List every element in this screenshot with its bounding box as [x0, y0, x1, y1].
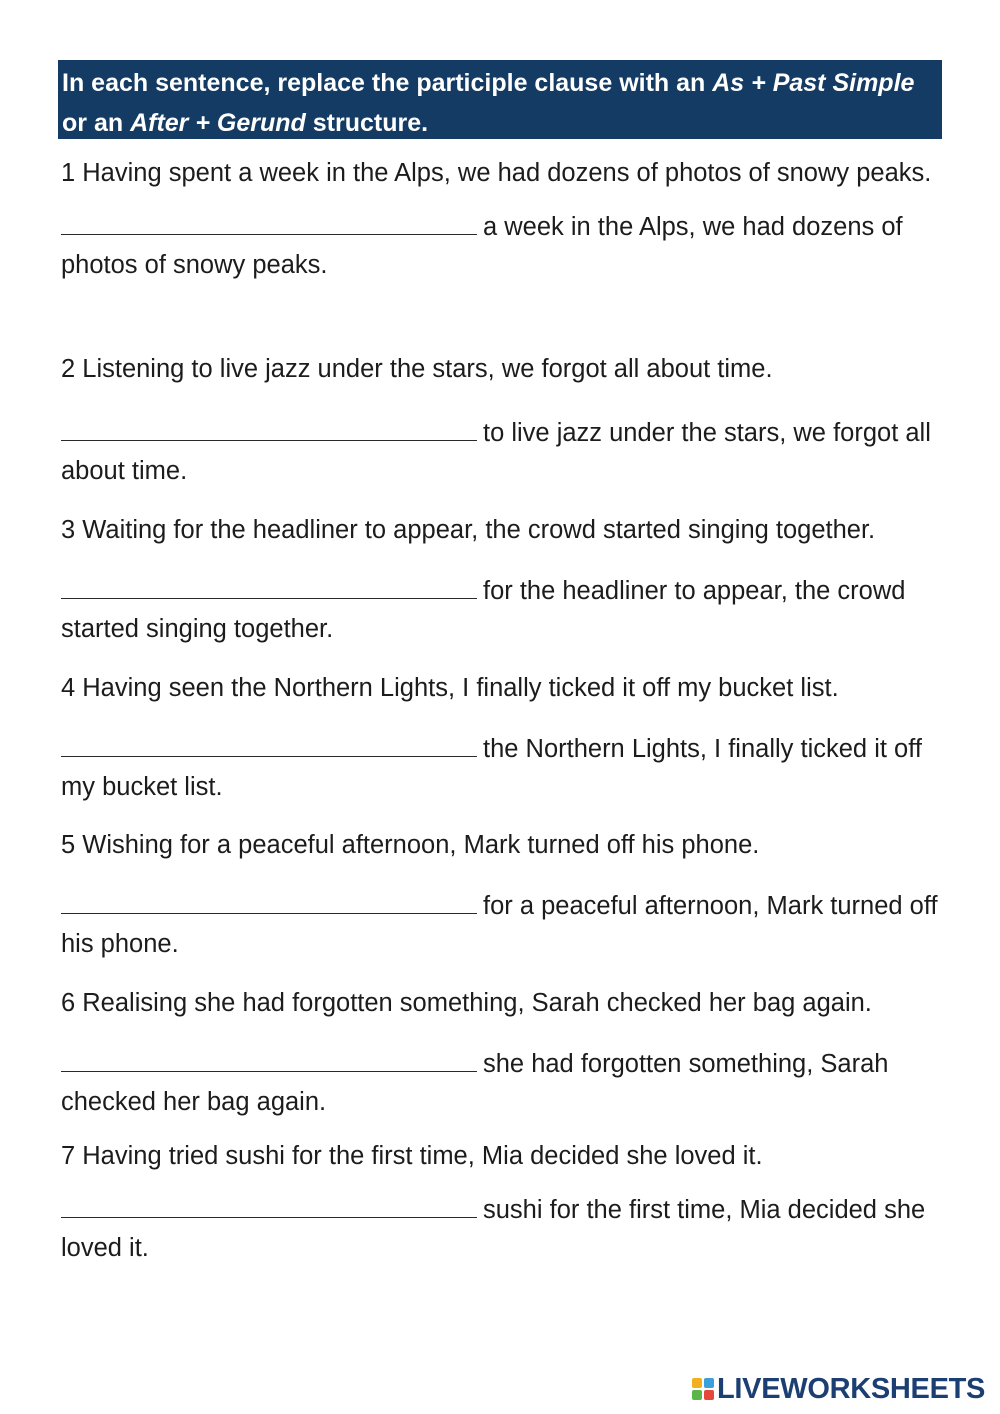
liveworksheets-logo: [692, 1373, 985, 1405]
answer-line-7: [61, 1191, 946, 1267]
question-3: 3 Waiting for the headliner to appear, the crowd started singing together.: [61, 516, 876, 544]
exercise-7: [61, 1137, 946, 1267]
answer-line-2: [61, 414, 946, 490]
answer-text-3: for the headliner to appear, the crowd started singing together.: [61, 577, 906, 643]
instructions-text: In each sentence, replace the participle clause with an: [62, 69, 713, 97]
exercise-1: [61, 154, 946, 284]
logo-wordmark: LIVEWORKSHEETS: [717, 1373, 986, 1405]
exercise-6: [61, 984, 946, 1121]
answer-line-4: [61, 730, 946, 806]
exercise-2: [61, 350, 946, 490]
question-7: 7 Having tried sushi for the first time, Mia decided she loved it.: [61, 1142, 763, 1170]
answer-line-1: [61, 208, 946, 284]
answer-blank-5[interactable]: [61, 889, 477, 914]
answer-text-5: for a peaceful afternoon, Mark turned off his phone.: [61, 892, 938, 958]
instructions-text-2: or an: [62, 109, 131, 137]
logo-square-3: [692, 1390, 702, 1400]
answer-blank-3[interactable]: [61, 574, 477, 599]
instructions-banner: [58, 60, 942, 139]
instructions-text-3: structure.: [305, 109, 429, 137]
answer-text-4: the Northern Lights, I finally ticked it off my bucket list.: [61, 735, 922, 801]
exercise-5: [61, 826, 946, 963]
question-5: 5 Wishing for a peaceful afternoon, Mark turned off his phone.: [61, 831, 760, 859]
question-1: 1 Having spent a week in the Alps, we had dozens of photos of snowy peaks.: [61, 159, 932, 187]
answer-blank-6[interactable]: [61, 1047, 477, 1072]
answer-blank-4[interactable]: [61, 732, 477, 757]
liveworksheets-mark-icon: [692, 1378, 714, 1400]
logo-square-2: [704, 1378, 714, 1388]
exercise-4: [61, 669, 946, 806]
logo-square-1: [692, 1378, 702, 1388]
answer-line-3: [61, 572, 946, 648]
answer-line-6: [61, 1045, 946, 1121]
question-6: 6 Realising she had forgotten something, Sarah checked her bag again.: [61, 989, 872, 1017]
answer-blank-1[interactable]: [61, 210, 477, 235]
as-past-simple-term: As + Past Simple: [712, 69, 915, 97]
question-4: 4 Having seen the Northern Lights, I finally ticked it off my bucket list.: [61, 674, 839, 702]
after-gerund-term: After + Gerund: [130, 109, 306, 137]
answer-blank-2[interactable]: [61, 416, 477, 441]
answer-blank-7[interactable]: [61, 1193, 477, 1218]
question-2: 2 Listening to live jazz under the stars, we forgot all about time.: [61, 355, 773, 383]
answer-text-1: a week in the Alps, we had dozens of photos of snowy peaks.: [61, 213, 903, 279]
answer-text-6: she had forgotten something, Sarah checked her bag again.: [61, 1050, 889, 1116]
answer-text-7: sushi for the first time, Mia decided she loved it.: [61, 1196, 926, 1262]
answer-line-5: [61, 887, 946, 963]
logo-square-4: [704, 1390, 714, 1400]
exercise-3: [61, 511, 946, 648]
answer-text-2: to live jazz under the stars, we forgot all about time.: [61, 419, 931, 485]
